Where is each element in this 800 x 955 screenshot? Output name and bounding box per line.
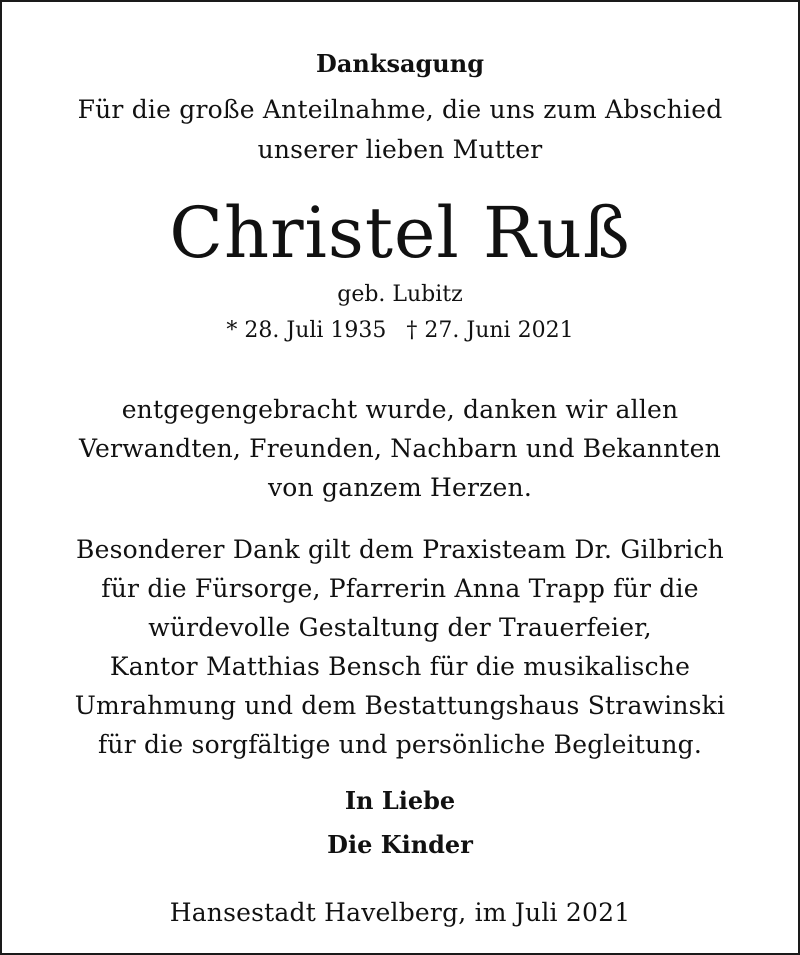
- deceased-name: Christel Ruß: [169, 192, 631, 274]
- death-date: † 27. Juni 2021: [406, 318, 574, 343]
- intro-line: Für die große Anteilnahme, die uns zum Abschied: [77, 95, 723, 124]
- closing: In Liebe: [344, 786, 456, 815]
- birth-date: * 28. Juli 1935: [226, 318, 387, 343]
- special-thanks-line: für die sorgfältige und persönliche Begleitung.: [97, 730, 703, 759]
- thanks-line: Verwandten, Freunden, Nachbarn und Bekannten: [79, 434, 721, 463]
- special-thanks-line: würdevolle Gestaltung der Trauerfeier,: [148, 613, 652, 642]
- maiden-name: geb. Lubitz: [337, 282, 463, 307]
- place-date: Hansestadt Havelberg, im Juli 2021: [169, 898, 631, 927]
- special-thanks-line: für die Fürsorge, Pfarrerin Anna Trapp für die: [101, 574, 699, 603]
- thanks-line: entgegengebracht wurde, danken wir allen: [121, 395, 679, 424]
- special-thanks-line: Umrahmung und dem Bestattungshaus Strawinski: [74, 691, 726, 720]
- special-thanks-line: Kantor Matthias Bensch für die musikalische: [109, 652, 691, 681]
- notice-heading: Danksagung: [316, 49, 484, 78]
- intro-line: unserer lieben Mutter: [257, 135, 543, 164]
- life-dates: [2, 320, 798, 342]
- special-thanks-line: Besonderer Dank gilt dem Praxisteam Dr. Gilbrich: [76, 535, 724, 564]
- signature: Die Kinder: [327, 830, 473, 859]
- thanks-line: von ganzem Herzen.: [267, 473, 532, 502]
